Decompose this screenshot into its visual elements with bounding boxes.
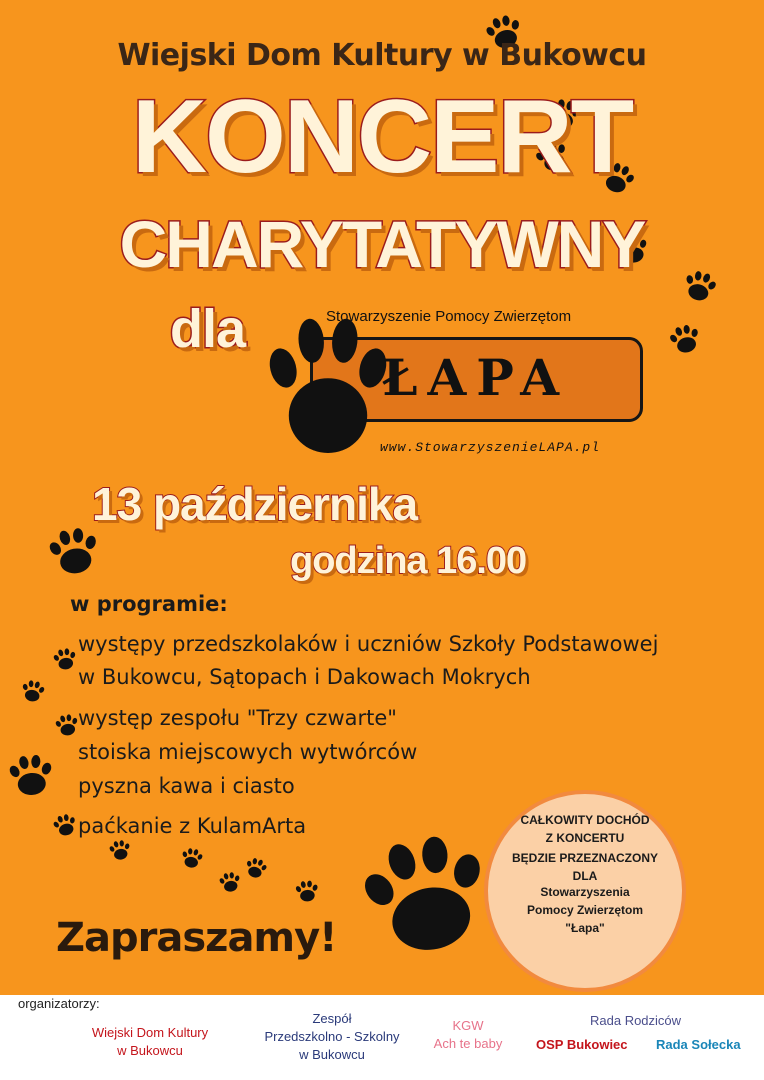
lapa-logo-paw-icon — [258, 300, 398, 470]
program-item: w Bukowcu, Sątopach i Dakowach Mokrych — [78, 665, 531, 689]
proceeds-line: DLA — [572, 869, 598, 883]
org-website: www.StowarzyszenieLAPA.pl — [380, 440, 601, 455]
sponsor-kgw — [420, 1017, 516, 1053]
sponsor-rada-solecka: Rada Sołecka — [656, 1037, 741, 1052]
paw-print-icon — [664, 318, 706, 360]
paw-print-icon — [18, 676, 48, 706]
sponsor-line: Zespół — [312, 1011, 352, 1026]
proceeds-line: Z KONCERTU — [545, 831, 625, 845]
sponsor-line: Wiejski Dom Kultury — [91, 1025, 209, 1040]
proceeds-line: "Łapa" — [565, 921, 605, 935]
program-item: pyszna kawa i ciasto — [78, 774, 295, 798]
event-date: 13 października — [92, 478, 418, 530]
proceeds-line: Pomocy Zwierzętom — [526, 903, 644, 917]
paw-print-icon — [50, 644, 80, 674]
sponsor-line: w Bukowcu — [117, 1043, 183, 1059]
program-item: występ zespołu "Trzy czwarte" — [78, 706, 397, 730]
program-item: występy przedszkolaków i uczniów Szkoły Podstawowej — [78, 632, 659, 656]
proceeds-line: CAŁKOWITY DOCHÓD — [520, 813, 650, 827]
paw-print-icon — [241, 853, 270, 882]
sponsor-rada-rodzicow: Rada Rodziców — [590, 1013, 682, 1028]
proceeds-line: Stowarzyszenia — [540, 885, 630, 899]
proceeds-line: BĘDZIE PRZEZNACZONY — [511, 851, 658, 865]
sponsor-line: KGW — [452, 1018, 484, 1033]
venue-name: Wiejski Dom Kultury w Bukowcu — [117, 38, 647, 73]
org-subtitle: Stowarzyszenie Pomocy Zwierzętom — [326, 308, 572, 325]
organizers-label: organizatorzy: — [18, 996, 100, 1011]
sponsor-line: Przedszkolno - Szkolny — [264, 1029, 400, 1045]
paw-print-icon — [106, 836, 134, 864]
program-item: paćkanie z KulamArta — [78, 814, 307, 838]
sponsor-line: w Bukowcu — [299, 1047, 365, 1063]
sponsor-line: Ach te baby — [433, 1036, 503, 1052]
paw-print-icon — [178, 844, 206, 872]
org-name: ŁAPA — [382, 348, 570, 407]
paw-print-icon — [293, 877, 321, 905]
event-hour: godzina 16.00 — [290, 540, 527, 582]
invite-text: Zapraszamy! — [56, 915, 337, 961]
paw-print-icon — [4, 744, 59, 806]
program-item: stoiska miejscowych wytwórców — [78, 740, 418, 764]
title-dla: dla — [170, 299, 246, 359]
sponsor-osp: OSP Bukowiec — [536, 1037, 628, 1052]
sponsor-zespol — [244, 1010, 420, 1065]
paw-print-icon — [49, 809, 81, 841]
paw-print-icon — [216, 868, 244, 896]
title-charytatywny: CHARYTATYWNY — [119, 207, 645, 281]
sponsor-wdk — [70, 1024, 230, 1060]
title-koncert: KONCERT — [131, 79, 633, 195]
program-heading: w programie: — [70, 592, 228, 616]
